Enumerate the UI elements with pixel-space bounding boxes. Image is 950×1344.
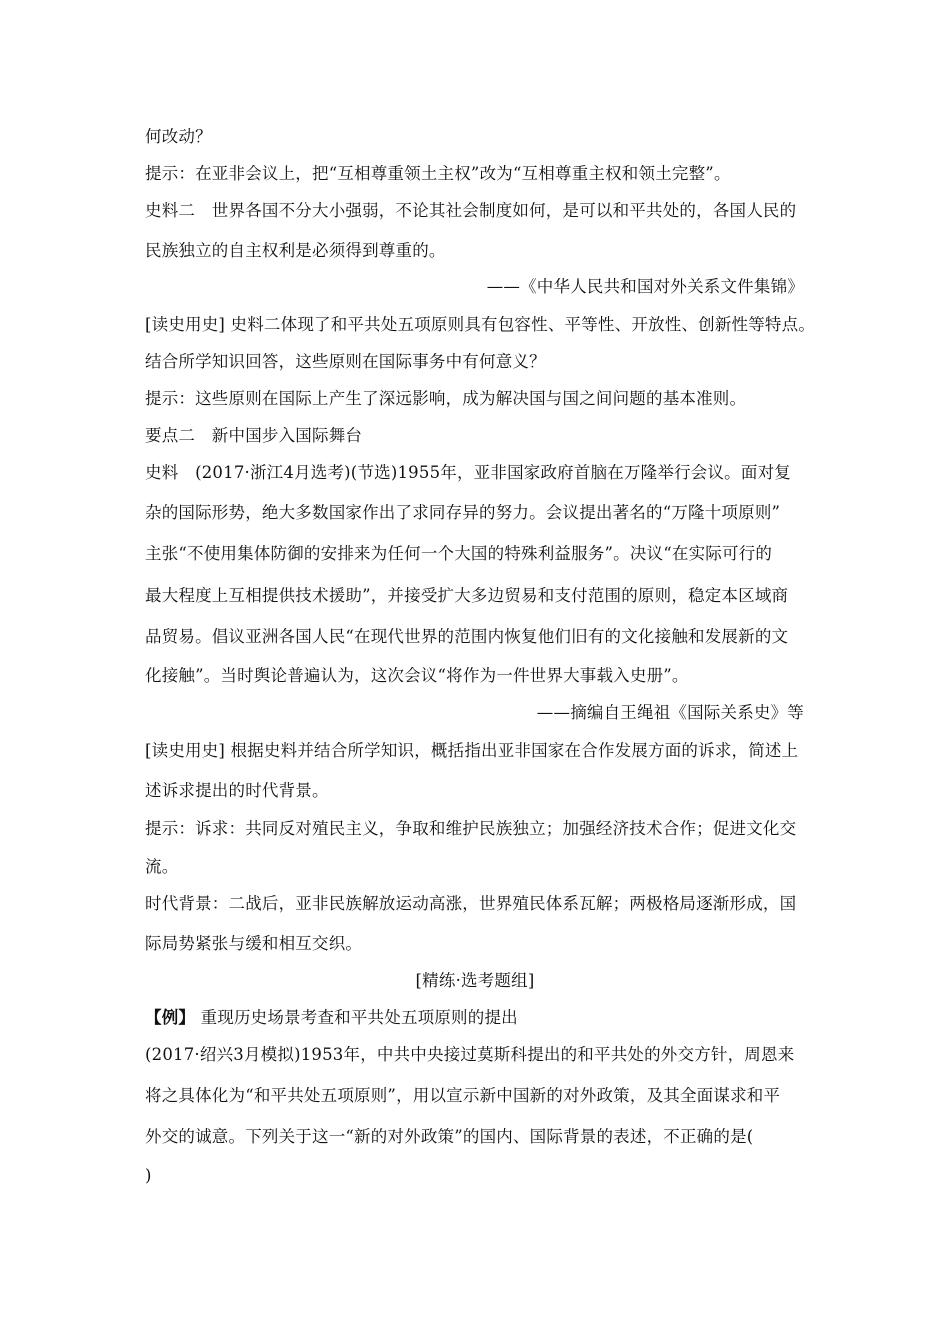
hint-line: 提示：在亚非会议上，把“互相尊重领土主权”改为“互相尊重主权和领土完整”。 (145, 164, 731, 183)
example-heading (145, 1007, 518, 1029)
text-line: 主张“不使用集体防御的安排来为任何一个大国的特殊利益服务”。决议“在实际可行的 (145, 544, 773, 563)
text-line: 结合所学知识回答，这些原则在国际事务中有何意义？ (145, 352, 546, 371)
source-line: 史料 (2017·浙江4月选考)(节选)1955年，亚非国家政府首脑在万隆举行会议。面对复 (145, 463, 791, 482)
read-history-line: [读史用史] 史料二体现了和平共处五项原则具有包容性、平等性、开放性、创新性等特点。 (145, 315, 816, 334)
text-line: 杂的国际形势，绝大多数国家作出了求同存异的努力。会议提出著名的“万隆十项原则” (145, 503, 781, 522)
text-line: 最大程度上互相提供技术援助”，并接受扩大多边贸易和支付范围的原则，稳定本区域商 (145, 586, 789, 605)
text-line: 流。 (145, 857, 179, 876)
section-heading: 要点二 新中国步入国际舞台 (145, 426, 363, 445)
exercise-group-heading: [精练·选考题组] (415, 971, 535, 990)
source-two-line: 史料二 世界各国不分大小强弱，不论其社会制度如何，是可以和平共处的，各国人民的 (145, 201, 797, 220)
hint-line: 提示：诉求：共同反对殖民主义，争取和维护民族独立；加强经济技术合作；促进文化交 (145, 819, 797, 838)
text-line: 际局势紧张与缓和相互交织。 (145, 934, 363, 953)
citation: ——《中华人民共和国对外关系文件集锦》 (486, 277, 804, 296)
text-line: 民族独立的自主权利是必须得到尊重的。 (145, 241, 446, 260)
text-line: 品贸易。倡议亚洲各国人民“在现代世界的范围内恢复他们旧有的文化接触和发展新的文 (145, 627, 789, 646)
question-line: ) (145, 1166, 152, 1185)
text-line: 何改动？ (145, 127, 212, 146)
read-history-line: [读史用史] 根据史料并结合所学知识，概括指出亚非国家在合作发展方面的诉求，简述上 (145, 741, 799, 760)
example-tag: 【例】 (145, 1008, 196, 1027)
question-line: 外交的诚意。下列关于这一“新的对外政策”的国内、国际背景的表述，不正确的是( (145, 1127, 754, 1146)
example-title: 重现历史场景考查和平共处五项原则的提出 (200, 1008, 518, 1027)
question-line: 将之具体化为“和平共处五项原则”，用以宣示新中国新的对外政策，及其全面谋求和平 (145, 1086, 781, 1105)
text-line: 时代背景：二战后，亚非民族解放运动高涨，世界殖民体系瓦解；两极格局逐渐形成，国 (145, 894, 797, 913)
hint-line: 提示：这些原则在国际上产生了深远影响，成为解决国与国之间问题的基本准则。 (145, 389, 747, 408)
question-line: (2017·绍兴3月模拟)1953年，中共中央接过莫斯科提出的和平共处的外交方针，周恩来 (145, 1045, 795, 1064)
text-line: 述诉求提出的时代背景。 (145, 781, 329, 800)
text-line: 化接触”。当时舆论普遍认为，这次会议“将作为一件世界大事载入史册”。 (145, 666, 689, 685)
citation: ——摘编自王绳祖《国际关系史》等 (536, 703, 804, 722)
